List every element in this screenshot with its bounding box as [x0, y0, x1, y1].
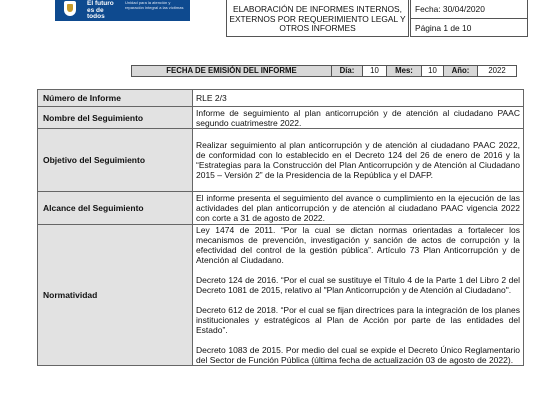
regulation-paragraph: Decreto 1083 de 2015. Por medio del cual se expide el Decreto Único Reglamentario del Sector de Función Pública (última fecha de actualización 03 de agosto de 2022). — [196, 345, 520, 365]
month-value: 10 — [422, 66, 444, 76]
day-value: 10 — [363, 66, 387, 76]
document-date: Fecha: 30/04/2020 — [415, 4, 485, 14]
regulation-paragraph: Ley 1474 de 2011. “Por la cual se dictan normas orientadas a fortalecer los mecanismos de prevención, investigación y sanción de actos de corrupción y la efectividad del control de la gestión pública”. Artículo 73 Plan Anticorrupción y de Atención al Ciudadano. — [196, 225, 520, 265]
regulations-label: Normatividad — [38, 225, 193, 366]
month-label: Mes: — [387, 66, 422, 76]
objective-value: Realizar seguimiento al plan anticorrupción y de atención al ciudadano PAAC 2022, de conformidad con lo establecido en el Decreto 124 del 26 de enero de 2016 y la “Estrategias para la Construcción del Plan Anticorrupción y de Atención al Ciudadano 2015 – Versión 2” de la Presidencia de la República y el DAFP. — [193, 129, 524, 192]
regulations-value — [193, 225, 524, 366]
institution-logo — [55, 0, 190, 21]
tracking-name-value: Informe de seguimiento al plan anticorrupción y de atención al ciudadano PAAC segundo cuatrimestre 2022. — [193, 107, 524, 129]
page-indicator: Página 1 de 10 — [411, 18, 527, 36]
emission-date-row — [131, 65, 517, 77]
report-info-table — [37, 89, 524, 366]
emission-date-label: FECHA DE EMISIÓN DEL INFORME — [132, 66, 332, 76]
tracking-name-label: Nombre del Seguimiento — [38, 107, 193, 129]
regulation-paragraph: Decreto 124 de 2016. “Por el cual se sustituye el Título 4 de la Parte 1 del Libro 2 del Decreto 1081 de 2015, relativo al "Plan Anticorrupción y de Atención al Ciudadano". — [196, 275, 520, 295]
year-label: Año: — [444, 66, 478, 76]
year-value: 2022 — [488, 66, 506, 75]
day-label: Día: — [332, 66, 363, 76]
table-row — [38, 90, 524, 107]
logo-tagline: El futuro es de todos — [87, 0, 114, 20]
regulation-paragraph: Decreto 612 de 2018. “Por el cual se fijan directrices para la integración de los planes institucionales y estratégicos al Plan de Acción por parte de las entidades del Estado”. — [196, 305, 520, 335]
table-row — [38, 192, 524, 225]
report-number-value: RLE 2/3 — [193, 90, 524, 107]
table-row — [38, 107, 524, 129]
table-row — [38, 129, 524, 192]
scope-label: Alcance del Seguimiento — [38, 192, 193, 225]
report-number-label: Número de Informe — [38, 90, 193, 107]
logo-entity-name: Unidad para la atención y reparación integral a las víctimas — [125, 0, 184, 10]
table-row — [38, 225, 524, 366]
coat-of-arms-icon — [64, 1, 76, 16]
document-title: ELABORACIÓN DE INFORMES INTERNOS, EXTERNOS POR REQUERIMIENTO LEGAL Y OTROS INFORMES — [226, 0, 409, 37]
scope-value: El informe presenta el seguimiento del avance o cumplimiento en la ejecución de las actividades del plan anticorrupción y de atención al ciudadano PAAC vigencia 2022 con corte a 31 de agosto de 2022. — [193, 192, 524, 225]
objective-label: Objetivo del Seguimiento — [38, 129, 193, 192]
document-meta — [410, 0, 528, 37]
